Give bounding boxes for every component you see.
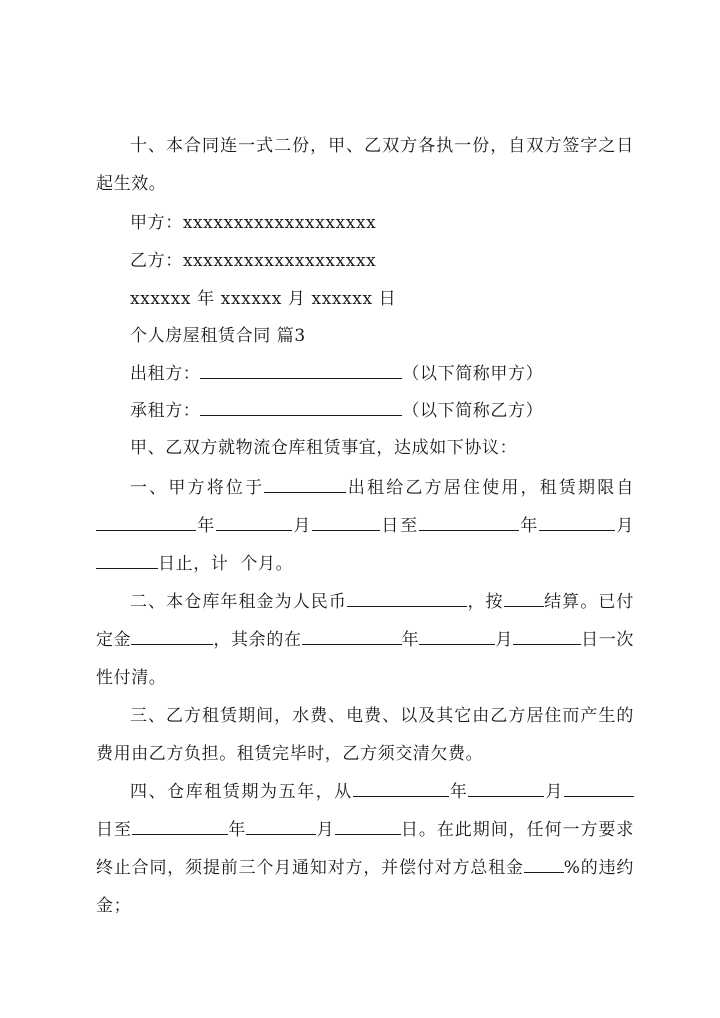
clause-2-year-unit: 年 [401, 630, 420, 650]
clause-10 [96, 127, 634, 203]
clause-4-end-day-blank [335, 819, 401, 835]
clause-1-end-day-blank [96, 553, 158, 569]
date-year-value: xxxxxx [130, 289, 192, 309]
date-day-value: xxxxxx [311, 289, 373, 309]
date-month-value: xxxxxx [220, 289, 282, 309]
clause-1-end-year-unit: 年 [519, 516, 540, 536]
clause-10-text: 十、本合同连一式二份，甲、乙双方各执一份，自双方签字之日起生效。 [96, 136, 634, 194]
clause-4-end-month-unit: 月 [316, 820, 335, 840]
party-b-label: 乙方： [130, 251, 183, 271]
party-b-line [130, 249, 376, 273]
clause-4-day-unit: 日 [96, 820, 114, 840]
lessor-blank [200, 363, 402, 379]
clause-2-text-3: 结算。已付定金 [96, 592, 635, 650]
clause-1-months: 个月。 [240, 554, 294, 574]
clause-2-period-blank [504, 591, 544, 607]
clause-3-text: 三、乙方租赁期间，水费、电费、以及其它由乙方居住而产生的费用由乙方负担。租赁完毕时，乙方须交清欠费。 [96, 706, 634, 764]
lessor-label: 出租方： [130, 364, 201, 384]
lessee-note: （以下简称乙方） [402, 401, 544, 421]
clause-2-day-blank [513, 629, 581, 645]
clause-1-text-1: 一、甲方将位于 [130, 478, 265, 498]
clause-4-text-2: 日。在此期间，任何一方要求终止合同，须提前三个月通知对方，并偿付对方总租金 [96, 820, 634, 878]
clause-1-start-month-blank [216, 515, 292, 531]
clause-1-year-unit: 年 [196, 516, 217, 536]
intro-text: 甲、乙双方就物流仓库租赁事宜，达成如下协议： [130, 438, 518, 458]
clause-1-text-2: 出租给乙方居住使用，租赁期限自 [346, 478, 635, 498]
clause-2-text-2: ，按 [466, 592, 504, 612]
clause-1-day-end: 日止，计 [158, 554, 229, 574]
clause-2-rent-blank [347, 591, 467, 607]
clause-1-end-month-blank [539, 515, 615, 531]
clause-2-text-5: 日一次性付清。 [96, 630, 634, 688]
clause-1-start-day-blank [312, 515, 380, 531]
clause-2-deposit-blank [131, 629, 213, 645]
intro-line [130, 436, 517, 460]
date-month-unit: 月 [287, 289, 306, 309]
clause-1-start-year-blank [96, 515, 196, 531]
clause-4-end-year-blank [132, 819, 228, 835]
lessee-line [130, 399, 543, 423]
section-title [130, 324, 306, 348]
clause-2-month-unit: 月 [495, 630, 514, 650]
party-a-value: xxxxxxxxxxxxxxxxxxx [182, 213, 377, 233]
clause-1-month-unit: 月 [292, 516, 313, 536]
lessor-note: （以下简称甲方） [402, 364, 544, 384]
clause-4-text-1: 四、仓库租赁期为五年，从 [130, 782, 353, 802]
clause-3 [96, 697, 634, 773]
clause-1 [96, 469, 634, 583]
clause-2-year-blank [302, 629, 402, 645]
date-line [130, 287, 396, 311]
date-day-unit: 日 [378, 289, 397, 309]
party-a-label: 甲方： [130, 213, 183, 233]
clause-4-year-unit: 年 [448, 782, 469, 802]
clause-1-day-to: 日至 [380, 516, 420, 536]
clause-1-location-blank [264, 477, 346, 493]
clause-4-penalty-blank [524, 857, 564, 873]
clause-2 [96, 583, 634, 697]
clause-4 [96, 773, 634, 925]
clause-1-end-year-blank [419, 515, 519, 531]
clause-2-month-blank [419, 629, 495, 645]
lessee-blank [200, 400, 402, 416]
lessor-line [130, 362, 543, 386]
clause-4-text-3: %的违约金； [96, 858, 634, 916]
clause-4-start-year-blank [353, 781, 449, 797]
clause-2-text-1: 二、本仓库年租金为人民币 [130, 592, 347, 612]
clause-2-text-4: ，其余的在 [213, 630, 302, 650]
clause-4-end-month-blank [246, 819, 316, 835]
clause-4-start-day-blank [564, 781, 634, 797]
clause-4-to: 至 [113, 820, 132, 840]
party-b-value: xxxxxxxxxxxxxxxxxxx [182, 251, 377, 271]
clause-4-end-year-unit: 年 [227, 820, 247, 840]
party-a-line [130, 211, 376, 235]
clause-1-end-month-unit: 月 [615, 516, 634, 536]
clause-4-start-month-blank [468, 781, 544, 797]
date-year-unit: 年 [197, 289, 215, 309]
section-title-text: 个人房屋租赁合同 篇3 [130, 326, 306, 346]
clause-4-month-unit: 月 [544, 782, 565, 802]
lessee-label: 承租方： [130, 401, 201, 421]
